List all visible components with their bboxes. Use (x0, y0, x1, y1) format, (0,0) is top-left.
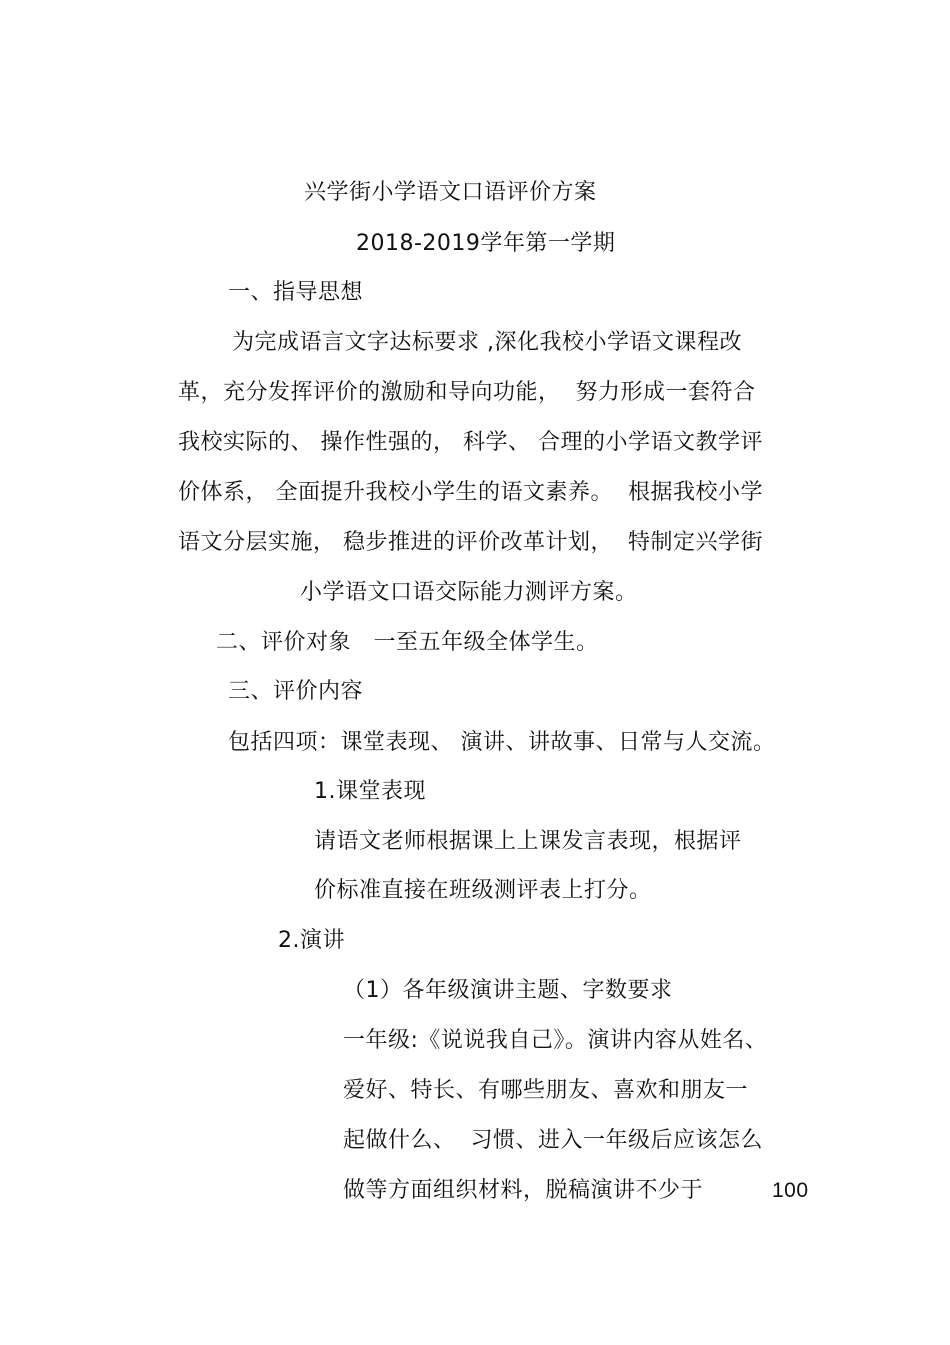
section-1-heading: 一、指导思想 (228, 280, 364, 305)
semester-subtitle: 2018-2019学年第一学期 (356, 231, 616, 256)
section-1-line-6: 小学语文口语交际能力测评方案。 (300, 580, 638, 605)
item-2-line-2: 爱好、特长、有哪些朋友、喜欢和朋友一 (343, 1078, 749, 1103)
section-1-line-4: 价体系， 全面提升我校小学生的语文素养。 根据我校小学 (178, 480, 763, 505)
item-1-heading: 1.课堂表现 (314, 779, 426, 804)
item-2-line-4: 做等方面组织材料，脱稿演讲不少于 (343, 1178, 704, 1203)
section-1-line-5: 语文分层实施， 稳步推进的评价改革计划， 特制定兴学街 (178, 530, 763, 555)
item-2-line-3: 起做什么、 习惯、进入一年级后应该怎么 (343, 1128, 763, 1153)
item-2-trailing-number: 100 (772, 1179, 809, 1202)
section-2-line: 二、评价对象 一至五年级全体学生。 (216, 630, 599, 655)
section-1-line-1: 为完成语言文字达标要求 ,深化我校小学语文课程改 (232, 330, 742, 355)
section-3-intro: 包括四项：课堂表现、 演讲、讲故事、日常与人交流。 (228, 730, 776, 755)
item-2-heading: 2.演讲 (278, 928, 345, 953)
section-1-line-3: 我校实际的、 操作性强的， 科学、 合理的小学语文教学评 (178, 430, 763, 455)
item-2-line-1: 一年级:《说说我自己》。演讲内容从姓名、 (343, 1028, 768, 1053)
item-1-line-1: 请语文老师根据课上上课发言表现，根据评 (314, 829, 742, 854)
section-3-heading: 三、评价内容 (228, 679, 364, 704)
document-title: 兴学街小学语文口语评价方案 (304, 180, 597, 205)
item-1-line-2: 价标准直接在班级测评表上打分。 (314, 878, 652, 903)
item-2-subheading: （1）各年级演讲主题、字数要求 (343, 978, 673, 1003)
section-1-line-2: 革，充分发挥评价的激励和导向功能， 努力形成一套符合 (178, 380, 756, 405)
